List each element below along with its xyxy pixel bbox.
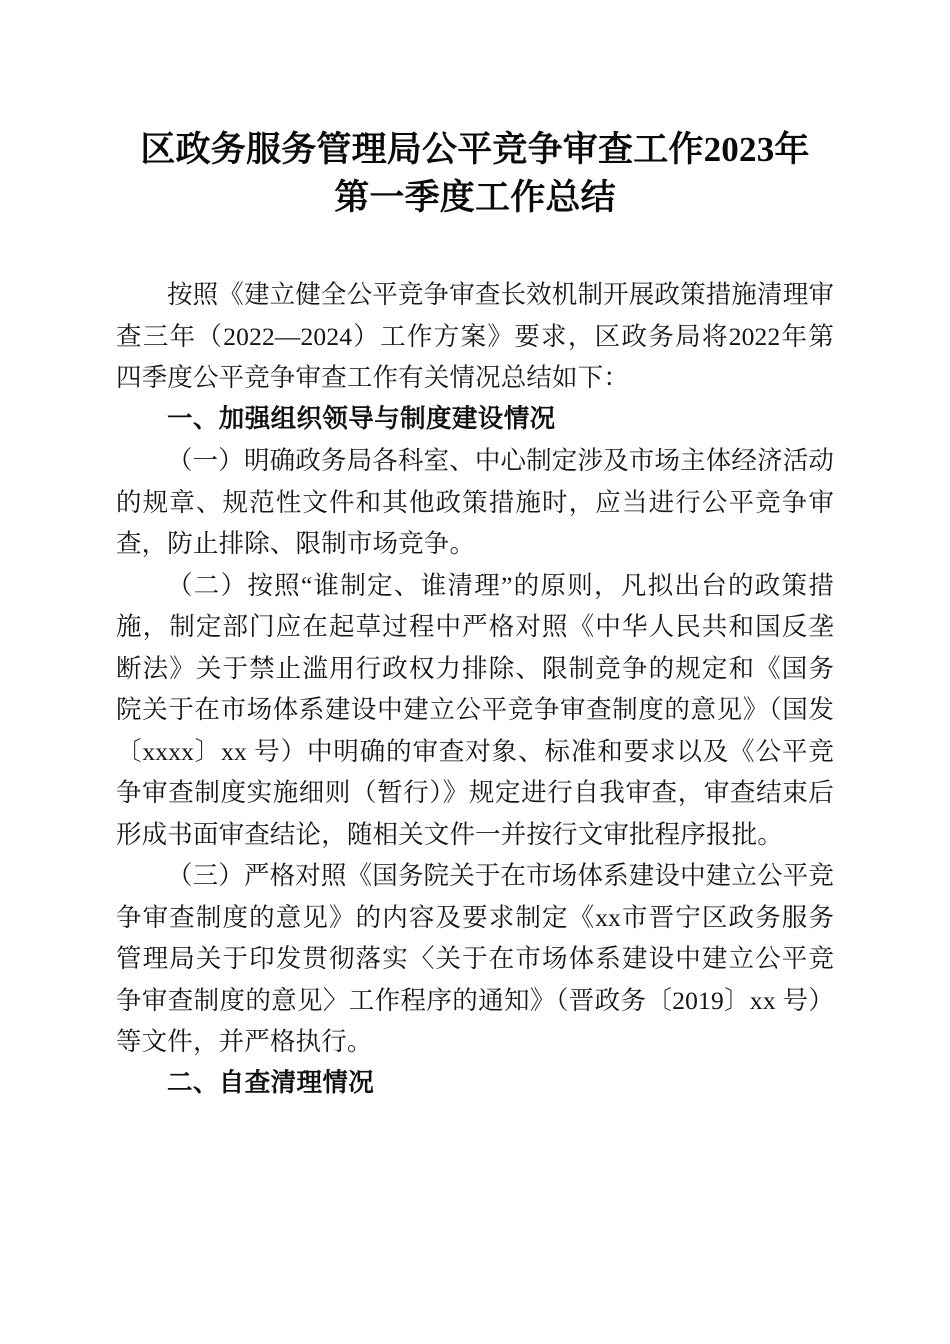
section-1-item-1: （一）明确政务局各科室、中心制定涉及市场主体经济活动的规章、规范性文件和其他政策措施时，应当进行公平竞争审查，防止排除、限制市场竞争。 bbox=[116, 446, 834, 558]
intro-paragraph: 按照《建立健全公平竞争审查长效机制开展政策措施清理审查三年（2022—2024）工作方案》要求，区政务局将2022年第四季度公平竞争审查工作有关情况总结如下： bbox=[116, 280, 834, 392]
page-title-line-1: 区政务服务管理局公平竞争审查工作2023年 bbox=[140, 130, 810, 169]
page-trailing-space bbox=[116, 1104, 834, 1105]
document-body bbox=[116, 0, 834, 1105]
section-1-item-2: （二）按照“谁制定、谁清理”的原则，凡拟出台的政策措施，制定部门应在起草过程中严格对照《中华人民共和国反垄断法》关于禁止滥用行政权力排除、限制竞争的规定和《国务院关于在市场体系建设中建立公平竞争审查制度的意见》（国发〔xxxx〕xx 号）中明确的审查对象、标准和要求以及《公平竞争审查制度实施细则（暂行）》规定进行自我审查，审查结束后形成书面审查结论，随相关文件一并按行文审批程序报批。 bbox=[116, 570, 834, 849]
section-heading-2: 二、自查清理情况 bbox=[167, 1068, 375, 1097]
page-title bbox=[116, 0, 834, 222]
section-1-item-3: （三）严格对照《国务院关于在市场体系建设中建立公平竞争审查制度的意见》的内容及要求制定《xx市晋宁区政务服务管理局关于印发贯彻落实〈关于在市场体系建设中建立公平竞争审查制度的意见〉工作程序的通知》（晋政务〔2019〕xx 号）等文件，并严格执行。 bbox=[116, 861, 834, 1056]
page-title-line-2: 第一季度工作总结 bbox=[334, 178, 616, 217]
section-heading-1: 一、加强组织领导与制度建设情况 bbox=[167, 404, 556, 433]
title-body-spacer bbox=[116, 222, 834, 274]
